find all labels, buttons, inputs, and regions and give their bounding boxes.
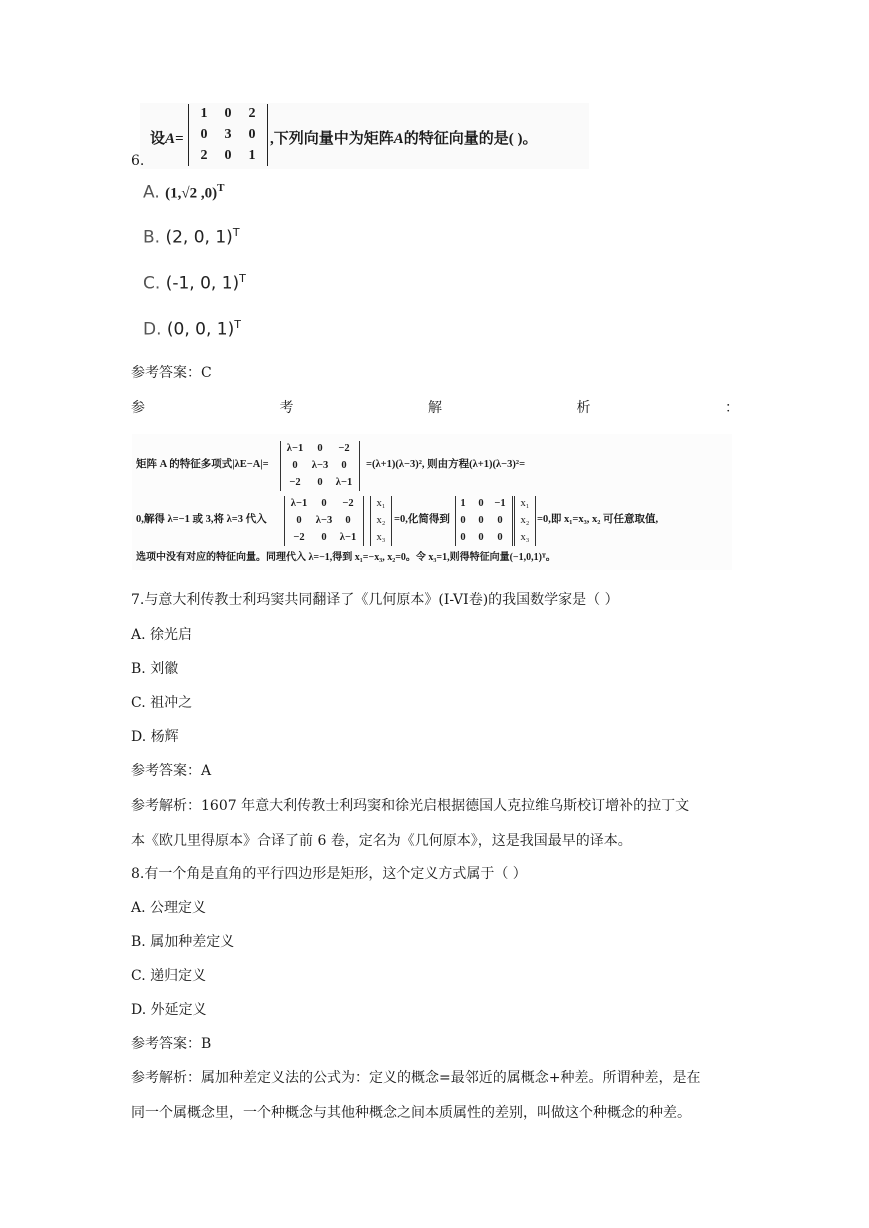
matrix-cell: 0 <box>478 532 484 543</box>
q8-analysis-line2: 同一个属概念里，一个种概念与其他种概念之间本质属性的差别，叫做这个种概念的种差。 <box>131 1105 691 1121</box>
vector-cell: x₂ <box>520 515 530 526</box>
option-letter: A. <box>143 182 160 203</box>
solution-mid-text: =0,化简得到 <box>394 514 450 525</box>
matrix-cell: 0 <box>460 532 466 543</box>
option-text: (2, 0, 1) <box>165 227 233 248</box>
matrix-cell: 0 <box>478 498 484 509</box>
matrix-cell: 0 <box>345 515 351 526</box>
x-vector-2 <box>514 496 536 546</box>
q7-option-d: D. 杨辉 <box>131 729 179 745</box>
option-sup: T <box>234 318 241 331</box>
matrix-cell: λ−3 <box>315 515 333 526</box>
q6-stem-prefix <box>150 127 184 148</box>
q6-solution-image <box>132 434 732 570</box>
matrix-cell: 2 <box>248 106 256 121</box>
matrix-cell: λ−1 <box>335 477 353 488</box>
solution-line2-prefix: 0,解得 λ=−1 或 3,将 λ=3 代入 <box>136 514 267 525</box>
vector-cell: x₁ <box>520 498 530 509</box>
q6-number: 6. <box>131 153 145 169</box>
q6-stem-suffix <box>270 127 538 148</box>
q6-option-b <box>143 226 240 248</box>
option-sup: T <box>232 226 240 239</box>
option-sup: T <box>217 182 225 194</box>
matrix-cell: 0 <box>224 106 232 121</box>
q8-stem: 8.有一个角是直角的平行四边形是矩形，这个定义方式属于（ ） <box>131 866 527 882</box>
q6-option-d <box>143 318 241 340</box>
matrix-cell: 3 <box>224 127 232 142</box>
matrix-cell: 0 <box>224 148 232 163</box>
matrix-cell: −2 <box>293 532 305 543</box>
q8-answer: 参考答案：B <box>131 1036 212 1052</box>
matrix-cell: λ−1 <box>290 498 308 509</box>
q6-stem-A: A <box>393 131 404 147</box>
matrix-cell: λ−1 <box>286 443 304 454</box>
matrix-cell: λ−1 <box>339 532 357 543</box>
q7-analysis-line2: 本《欧几里得原本》合译了前 6 卷，定名为《几何原本》，这是我国最早的译本。 <box>131 833 632 849</box>
matrix-cell: 0 <box>497 532 503 543</box>
matrix-cell: λ−3 <box>311 460 329 471</box>
matrix-cell: 1 <box>248 148 256 163</box>
matrix-cell: 1 <box>200 106 208 121</box>
matrix-cell: 0 <box>321 532 327 543</box>
q6-stem-suffix-text: ,下列向量中为矩阵 <box>270 131 394 147</box>
q6-option-a <box>143 182 224 203</box>
q6-stem-end: 的特征向量的是( )。 <box>403 131 538 147</box>
q7-analysis-line1: 参考解析：1607 年意大利传教士利玛窦和徐光启根据德国人克拉维乌斯校订增补的拉丁文 <box>131 798 690 814</box>
matrix-cell: 0 <box>460 515 466 526</box>
option-text: (0, 0, 1) <box>166 319 235 340</box>
matrix-cell: −2 <box>342 498 354 509</box>
heading-char: 参 <box>131 400 145 416</box>
q6-option-c <box>143 272 246 294</box>
solution-line1-suffix: =(λ+1)(λ−3)², 则由方程(λ+1)(λ−3)²= <box>366 459 526 470</box>
q7-stem: 7.与意大利传教士利玛窦共同翻译了《几何原本》(I-VI卷)的我国数学家是（ ） <box>131 592 619 608</box>
matrix-cell: 0 <box>248 127 256 142</box>
q8-option-a: A. 公理定义 <box>131 900 207 916</box>
reduced-matrix <box>455 496 513 546</box>
q7-answer: 参考答案：A <box>131 763 212 779</box>
heading-char: ： <box>725 400 739 416</box>
matrix-cell: 1 <box>460 498 466 509</box>
heading-char: 考 <box>279 400 294 416</box>
heading-char: 析 <box>576 400 591 416</box>
vector-cell: x₃ <box>376 532 386 543</box>
matrix-cell: 0 <box>497 515 503 526</box>
matrix-cell: −2 <box>338 443 350 454</box>
vector-cell: x₂ <box>376 515 386 526</box>
q6-matrix <box>188 104 268 166</box>
matrix-cell: 0 <box>341 460 347 471</box>
q7-option-a: A. 徐光启 <box>131 627 193 643</box>
q8-option-d: D. 外延定义 <box>131 1002 207 1018</box>
q8-option-b: B. 属加种差定义 <box>131 934 235 950</box>
option-sup: T <box>239 272 246 285</box>
matrix-cell: 0 <box>292 460 298 471</box>
heading-char: 解 <box>428 400 442 416</box>
q6-analysis-heading <box>131 397 739 417</box>
matrix-cell: −2 <box>289 477 301 488</box>
solution-line1-prefix: 矩阵 A 的特征多项式|λE−A|= <box>136 459 269 470</box>
q8-option-c: C. 递归定义 <box>131 968 207 984</box>
matrix-cell: 0 <box>317 443 323 454</box>
q8-analysis-line1: 参考解析：属加种差定义法的公式为：定义的概念=最邻近的属概念+种差。所谓种差，是在 <box>131 1070 701 1086</box>
solution-line2-suffix: =0,即 x₁=x₃, x₂ 可任意取值, <box>537 514 659 525</box>
option-letter: B. <box>143 227 161 248</box>
x-vector <box>370 496 392 546</box>
matrix-cell: 0 <box>478 515 484 526</box>
q6-answer: 参考答案：C <box>131 365 212 381</box>
char-matrix <box>280 441 360 491</box>
q7-option-b: B. 刘徽 <box>131 661 179 677</box>
matrix-cell: 0 <box>317 477 323 488</box>
matrix-cell: 2 <box>200 148 208 163</box>
solution-line3: 选项中没有对应的特征向量。同理代入 λ=−1,得到 x₁=−x₃, x₂=0。令 x₃=1,则得特征向量(−1,0,1)ᵀ。 <box>136 552 556 563</box>
option-text: (-1, 0, 1) <box>165 273 240 294</box>
option-letter: D. <box>143 319 162 340</box>
vector-cell: x₁ <box>376 498 386 509</box>
option-letter: C. <box>143 273 161 294</box>
q6-matrix-name: A= <box>165 131 184 147</box>
vector-cell: x₃ <box>520 532 530 543</box>
matrix-cell: −1 <box>494 498 506 509</box>
matrix-cell: 0 <box>200 127 208 142</box>
q7-option-c: C. 祖冲之 <box>131 695 193 711</box>
matrix-cell: 0 <box>321 498 327 509</box>
q6-stem-prefix-text: 设 <box>150 131 166 147</box>
sub-matrix <box>284 496 364 546</box>
matrix-cell: 0 <box>296 515 302 526</box>
option-text: (1,√2 ,0) <box>165 185 218 202</box>
